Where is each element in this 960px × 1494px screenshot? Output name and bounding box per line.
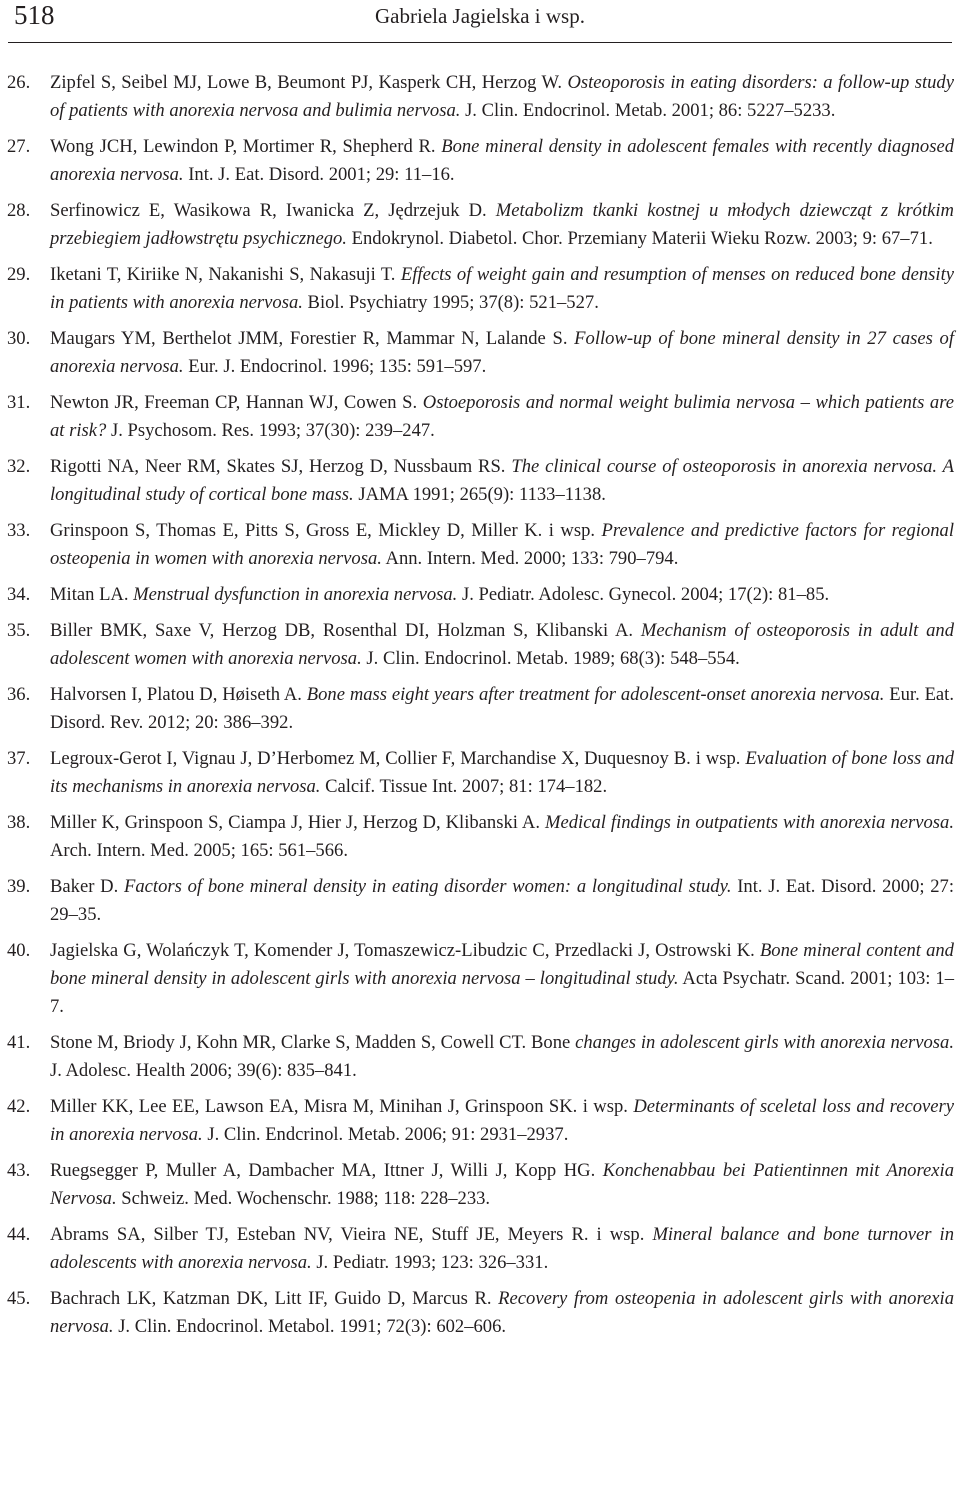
reference-authors: Abrams SA, Silber TJ, Esteban NV, Vieira NE, Stuff JE, Meyers R. i wsp. bbox=[50, 1224, 645, 1245]
reference-title: Mineral balance and bone turnover in adolescents with anorexia nervosa. bbox=[50, 1224, 954, 1273]
reference-number: 37. bbox=[7, 748, 31, 769]
reference-number: 38. bbox=[7, 812, 31, 833]
reference-number: 36. bbox=[7, 684, 31, 705]
reference-source: J. Adolesc. Health 2006; 39(6): 835–841. bbox=[50, 1060, 357, 1081]
reference-item bbox=[0, 937, 954, 1021]
reference-item bbox=[0, 389, 954, 445]
reference-authors: Zipfel S, Seibel MJ, Lowe B, Beumont PJ, Kasperk CH, Herzog W. bbox=[50, 72, 563, 93]
reference-authors: Grinspoon S, Thomas E, Pitts S, Gross E, Mickley D, Miller K. i wsp. bbox=[50, 520, 596, 541]
reference-source: J. Pediatr. Adolesc. Gynecol. 2004; 17(2): 81–85. bbox=[461, 584, 830, 605]
reference-number: 26. bbox=[7, 72, 31, 93]
reference-authors: Rigotti NA, Neer RM, Skates SJ, Herzog D, Nussbaum RS. bbox=[50, 456, 506, 477]
reference-source: Biol. Psychiatry 1995; 37(8): 521–527. bbox=[307, 292, 599, 313]
reference-source: Schweiz. Med. Wochenschr. 1988; 118: 228–233. bbox=[121, 1188, 491, 1209]
reference-authors: Wong JCH, Lewindon P, Mortimer R, Shepherd R. bbox=[50, 136, 436, 157]
reference-title: Factors of bone mineral density in eating disorder women: a longitudinal study. bbox=[124, 876, 732, 897]
reference-source: Int. J. Eat. Disord. 2001; 29: 11–16. bbox=[188, 164, 455, 185]
reference-number: 39. bbox=[7, 876, 31, 897]
reference-item bbox=[0, 1221, 954, 1277]
reference-source: J. Clin. Endocrinol. Metabol. 1991; 72(3): 602–606. bbox=[118, 1316, 507, 1337]
reference-number: 41. bbox=[7, 1032, 31, 1053]
reference-number: 35. bbox=[7, 620, 31, 641]
reference-number: 42. bbox=[7, 1096, 31, 1117]
reference-item bbox=[0, 1029, 954, 1085]
reference-source: J. Clin. Endcrinol. Metab. 2006; 91: 2931–2937. bbox=[207, 1124, 569, 1145]
reference-title: Mechanism of osteoporosis in adult and adolescent women with anorexia nervosa. bbox=[50, 620, 954, 669]
reference-title: Bone mineral content and bone mineral density in adolescent girls with anorexia nervosa – longitudinal study. bbox=[50, 940, 954, 989]
running-head: Gabriela Jagielska i wsp. bbox=[375, 4, 585, 28]
reference-item bbox=[0, 745, 954, 801]
reference-title: Metabolizm tkanki kostnej u młodych dziewcząt z krótkim przebiegiem jadłowstrętu psychicznego. bbox=[50, 200, 954, 249]
reference-source: Calcif. Tissue Int. 2007; 81: 174–182. bbox=[325, 776, 608, 797]
reference-number: 28. bbox=[7, 200, 31, 221]
reference-title: changes in adolescent girls with anorexia nervosa. bbox=[575, 1032, 954, 1053]
reference-item bbox=[0, 681, 954, 737]
reference-title: The clinical course of osteoporosis in anorexia nervosa. A longitudinal study of cortical bone mass. bbox=[50, 456, 954, 505]
reference-title: Medical findings in outpatients with anorexia nervosa. bbox=[545, 812, 954, 833]
reference-number: 29. bbox=[7, 264, 31, 285]
reference-item bbox=[0, 617, 954, 673]
reference-source: J. Pediatr. 1993; 123: 326–331. bbox=[316, 1252, 549, 1273]
reference-number: 43. bbox=[7, 1160, 31, 1181]
reference-source: JAMA 1991; 265(9): 1133–1138. bbox=[358, 484, 606, 505]
reference-authors: Mitan LA. bbox=[50, 584, 129, 605]
reference-item bbox=[0, 581, 954, 609]
reference-item bbox=[0, 453, 954, 509]
reference-item bbox=[0, 873, 954, 929]
reference-number: 40. bbox=[7, 940, 31, 961]
reference-title: Ostoeporosis and normal weight bulimia nervosa – which patients are at risk? bbox=[50, 392, 955, 441]
reference-source: J. Clin. Endocrinol. Metab. 2001; 86: 5227–5233. bbox=[465, 100, 836, 121]
reference-authors: Jagielska G, Wolańczyk T, Komender J, Tomaszewicz-Libudzic C, Przedlacki J, Ostrowski K. bbox=[50, 940, 755, 961]
reference-authors: Legroux-Gerot I, Vignau J, D’Herbomez M, Collier F, Marchandise X, Duquesnoy B. i wsp. bbox=[50, 748, 741, 769]
reference-item bbox=[0, 325, 954, 381]
reference-source: Int. J. Eat. Disord. 2000; 27: 29–35. bbox=[50, 876, 954, 925]
reference-title: Prevalence and predictive factors for regional osteopenia in women with anorexia nervosa. bbox=[50, 520, 954, 569]
reference-source: J. Clin. Endocrinol. Metab. 1989; 68(3): 548–554. bbox=[366, 648, 740, 669]
reference-item bbox=[0, 69, 954, 125]
reference-authors: Biller BMK, Saxe V, Herzog DB, Rosenthal DI, Holzman S, Klibanski A. bbox=[50, 620, 634, 641]
reference-title: Menstrual dysfunction in anorexia nervosa. bbox=[133, 584, 458, 605]
reference-number: 45. bbox=[7, 1288, 31, 1309]
reference-title: Evaluation of bone loss and its mechanisms in anorexia nervosa. bbox=[50, 748, 954, 797]
reference-item bbox=[0, 261, 954, 317]
reference-source: Arch. Intern. Med. 2005; 165: 561–566. bbox=[50, 840, 348, 861]
reference-number: 44. bbox=[7, 1224, 31, 1245]
reference-item bbox=[0, 197, 954, 253]
reference-title: Bone mass eight years after treatment for adolescent-onset anorexia nervosa. bbox=[306, 684, 885, 705]
reference-source: Endokrynol. Diabetol. Chor. Przemiany Materii Wieku Rozw. 2003; 9: 67–71. bbox=[351, 228, 933, 249]
reference-number: 31. bbox=[7, 392, 31, 413]
reference-title: Determinants of sceletal loss and recovery in anorexia nervosa. bbox=[50, 1096, 954, 1145]
reference-authors: Bachrach LK, Katzman DK, Litt IF, Guido D, Marcus R. bbox=[50, 1288, 492, 1309]
reference-source: Eur. Eat. Disord. Rev. 2012; 20: 386–392. bbox=[50, 684, 954, 733]
page-header bbox=[8, 0, 952, 43]
reference-source: Acta Psychatr. Scand. 2001; 103: 1–7. bbox=[50, 968, 954, 1017]
reference-number: 30. bbox=[7, 328, 31, 349]
reference-item bbox=[0, 517, 954, 573]
reference-authors: Stone M, Briody J, Kohn MR, Clarke S, Madden S, Cowell CT. Bone bbox=[50, 1032, 571, 1053]
page-number: 518 bbox=[14, 0, 55, 30]
reference-source: Eur. J. Endocrinol. 1996; 135: 591–597. bbox=[188, 356, 487, 377]
reference-authors: Baker D. bbox=[50, 876, 119, 897]
reference-list bbox=[0, 69, 954, 1341]
reference-item bbox=[0, 1157, 954, 1213]
reference-authors: Newton JR, Freeman CP, Hannan WJ, Cowen S. bbox=[50, 392, 418, 413]
reference-authors: Iketani T, Kiriike N, Nakanishi S, Nakasuji T. bbox=[50, 264, 396, 285]
reference-title: Bone mineral density in adolescent females with recently diagnosed anorexia nervosa. bbox=[50, 136, 955, 185]
reference-number: 32. bbox=[7, 456, 31, 477]
reference-source: J. Psychosom. Res. 1993; 37(30): 239–247. bbox=[110, 420, 435, 441]
reference-title: Recovery from osteopenia in adolescent girls with anorexia nervosa. bbox=[50, 1288, 954, 1337]
reference-item bbox=[0, 1285, 954, 1341]
reference-authors: Ruegsegger P, Muller A, Dambacher MA, Ittner J, Willi J, Kopp HG. bbox=[50, 1160, 596, 1181]
reference-authors: Halvorsen I, Platou D, Høiseth A. bbox=[50, 684, 302, 705]
reference-authors: Maugars YM, Berthelot JMM, Forestier R, Mammar N, Lalande S. bbox=[50, 328, 568, 349]
reference-title: Osteoporosis in eating disorders: a follow-up study of patients with anorexia nervosa and bulimia nervosa. bbox=[50, 72, 954, 121]
reference-authors: Miller K, Grinspoon S, Ciampa J, Hier J, Herzog D, Klibanski A. bbox=[50, 812, 540, 833]
reference-source: Ann. Intern. Med. 2000; 133: 790–794. bbox=[385, 548, 679, 569]
reference-item bbox=[0, 1093, 954, 1149]
reference-title: Effects of weight gain and resumption of menses on reduced bone density in patients with anorexia nervosa. bbox=[50, 264, 954, 313]
reference-title: Follow-up of bone mineral density in 27 cases of anorexia nervosa. bbox=[50, 328, 954, 377]
reference-number: 34. bbox=[7, 584, 31, 605]
reference-number: 33. bbox=[7, 520, 31, 541]
reference-authors: Miller KK, Lee EE, Lawson EA, Misra M, Minihan J, Grinspoon SK. i wsp. bbox=[50, 1096, 628, 1117]
reference-item bbox=[0, 809, 954, 865]
reference-item bbox=[0, 133, 954, 189]
reference-authors: Serfinowicz E, Wasikowa R, Iwanicka Z, Jędrzejuk D. bbox=[50, 200, 487, 221]
reference-number: 27. bbox=[7, 136, 31, 157]
reference-title: Konchenabbau bei Patientinnen mit Anorexia Nervosa. bbox=[50, 1160, 954, 1209]
